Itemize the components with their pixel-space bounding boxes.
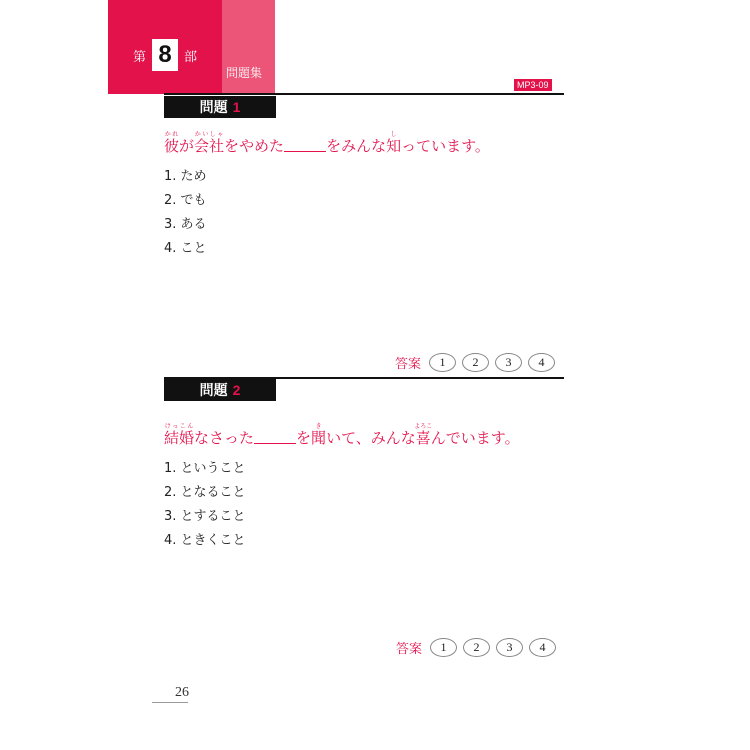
question-1-choice-1[interactable]: 1: [429, 353, 456, 372]
question-2-heading: [164, 379, 276, 401]
audio-track-badge: MP3-09: [514, 79, 552, 91]
question-2-choice-2[interactable]: 2: [463, 638, 490, 657]
question-2-answer-row: [396, 638, 556, 657]
question-1-option-3: 3. ある: [164, 217, 207, 232]
chapter-indicator: [108, 38, 222, 72]
question-2-option-3: 3. とすること: [164, 509, 246, 524]
question-1-choice-2[interactable]: 2: [462, 353, 489, 372]
question-2-heading-number: 2: [232, 382, 241, 398]
question-1-heading: [164, 96, 276, 118]
question-2-choice-1[interactable]: 1: [430, 638, 457, 657]
question-1-answer-row: [395, 353, 555, 372]
question-2-blank: [254, 442, 296, 444]
question-2-option-2: 2. となること: [164, 485, 246, 500]
question-2-answer-label: 答案: [396, 642, 423, 657]
chapter-suffix: 部: [184, 49, 198, 65]
question-1-sentence: 彼かれが会社かいしゃをやめた をみんな知しっています。: [164, 131, 490, 155]
question-1-option-1: 1. ため: [164, 169, 207, 184]
question-1-heading-number: 1: [232, 99, 241, 115]
question-2-choice-3[interactable]: 3: [496, 638, 523, 657]
question-2-heading-label: 問題: [199, 383, 228, 399]
question-1-blank: [284, 150, 326, 152]
page-number: 26: [175, 685, 189, 700]
question-2-choice-4[interactable]: 4: [529, 638, 556, 657]
question-1-option-4: 4. こと: [164, 241, 207, 256]
question-1-rule: [164, 93, 564, 95]
question-1-answer-label: 答案: [395, 357, 422, 372]
question-2-sentence: 結婚けっこんなさった を聞きいて、みんな喜よろこんでいます。: [164, 423, 520, 447]
question-1-choice-4[interactable]: 4: [528, 353, 555, 372]
question-1-option-2: 2. でも: [164, 193, 207, 208]
page-number-rule: [152, 702, 188, 703]
question-2-option-4: 4. ときくこと: [164, 533, 246, 548]
question-2-option-1: 1. ということ: [164, 461, 246, 476]
chapter-number: 8: [152, 39, 178, 71]
section-label: 問題集: [226, 66, 263, 80]
chapter-prefix: 第: [132, 49, 146, 65]
question-1-choice-3[interactable]: 3: [495, 353, 522, 372]
question-1-heading-label: 問題: [199, 100, 228, 116]
